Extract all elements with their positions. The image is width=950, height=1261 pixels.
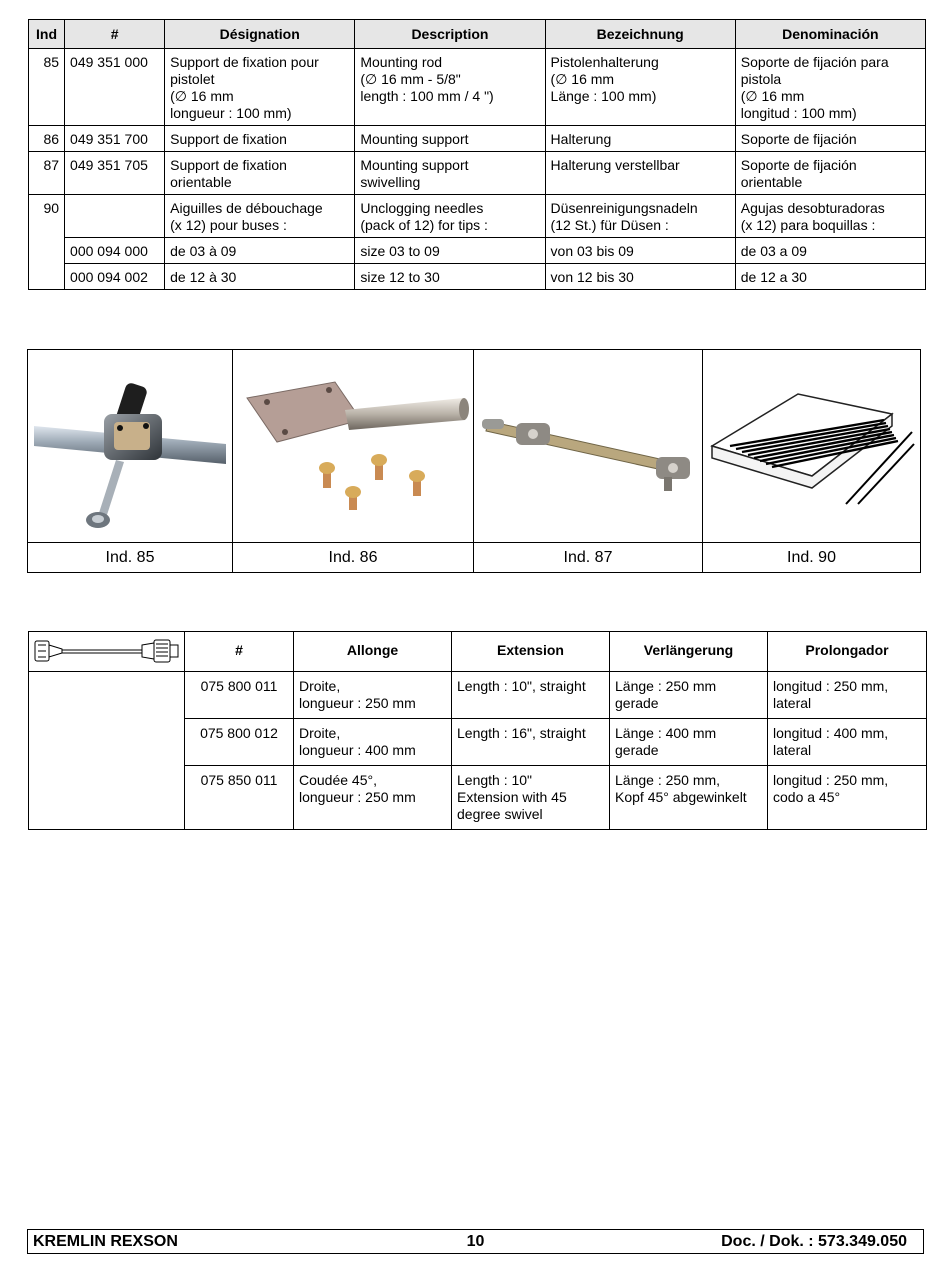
row-en: size 12 to 30 [355, 264, 545, 290]
col-header-prolongador: Prolongador [768, 632, 927, 672]
row-es: Agujas desobturadoras (x 12) para boquillas : [735, 195, 925, 238]
table-row [29, 672, 927, 719]
row-es: Soporte de fijación para pistola (∅ 16 mm longitud : 100 mm) [735, 49, 925, 126]
extension-table [28, 631, 927, 830]
mounting-support-image [237, 376, 469, 516]
row-ref: 049 351 705 [65, 152, 165, 195]
col-header-bezeichnung: Bezeichnung [545, 20, 735, 49]
row-en: Length : 16", straight [452, 719, 610, 766]
row-es: longitud : 250 mm, lateral [768, 672, 927, 719]
row-en: Mounting rod (∅ 16 mm - 5/8" length : 100 mm / 4 ") [355, 49, 545, 126]
unclogging-needles-image [706, 386, 918, 506]
row-de: Länge : 250 mm gerade [610, 672, 768, 719]
row-es: de 03 a 09 [735, 238, 925, 264]
row-ind: 86 [29, 126, 65, 152]
footer-doc-number: Doc. / Dok. : 573.349.050 [721, 1233, 907, 1250]
mounting-rod-image [30, 356, 230, 536]
row-ref: 000 094 000 [65, 238, 165, 264]
col-header-allonge: Allonge [294, 632, 452, 672]
row-ind: 87 [29, 152, 65, 195]
row-fr: Aiguilles de débouchage (x 12) pour buses : [165, 195, 355, 238]
table-row [29, 126, 926, 152]
col-header-extension: Extension [452, 632, 610, 672]
photo-row [28, 350, 921, 543]
row-es: longitud : 400 mm, lateral [768, 719, 927, 766]
parts-table [28, 19, 926, 290]
col-header-ref: # [185, 632, 294, 672]
col-header-verlaengerung: Verlängerung [610, 632, 768, 672]
caption-row [28, 543, 921, 573]
extension-illustration-cell [29, 632, 185, 672]
row-de: Halterung verstellbar [545, 152, 735, 195]
table-row [29, 195, 926, 238]
col-header-ind: Ind [29, 20, 65, 49]
row-de: Länge : 400 mm gerade [610, 719, 768, 766]
col-header-ref: # [65, 20, 165, 49]
row-ref: 000 094 002 [65, 264, 165, 290]
photo-caption: Ind. 85 [28, 543, 233, 573]
row-en: Mounting support swivelling [355, 152, 545, 195]
row-de: Halterung [545, 126, 735, 152]
row-fr: de 12 à 30 [165, 264, 355, 290]
page-footer [27, 1229, 924, 1254]
row-fr: Coudée 45°, longueur : 250 mm [294, 766, 452, 830]
row-fr: Support de fixation pour pistolet (∅ 16 mm longueur : 100 mm) [165, 49, 355, 126]
row-ref: 075 800 011 [185, 672, 294, 719]
row-fr: de 03 à 09 [165, 238, 355, 264]
photo-cell-85 [28, 350, 233, 543]
row-fr: Support de fixation orientable [165, 152, 355, 195]
photo-cell-86 [233, 350, 474, 543]
row-es: longitud : 250 mm, codo a 45° [768, 766, 927, 830]
row-ref: 075 850 011 [185, 766, 294, 830]
row-ind: 90 [29, 195, 65, 290]
row-es: Soporte de fijación [735, 126, 925, 152]
parts-header-row [29, 20, 926, 49]
table-row [29, 49, 926, 126]
row-de: Länge : 250 mm, Kopf 45° abgewinkelt [610, 766, 768, 830]
photo-cell-90 [703, 350, 921, 543]
photo-cell-87 [474, 350, 703, 543]
mounting-support-swivelling-image [478, 391, 698, 501]
row-en: Mounting support [355, 126, 545, 152]
row-en: Length : 10", straight [452, 672, 610, 719]
col-header-denominacion: Denominación [735, 20, 925, 49]
photo-table [27, 349, 921, 573]
row-fr: Droite, longueur : 400 mm [294, 719, 452, 766]
footer-brand: KREMLIN REXSON [33, 1233, 178, 1250]
photo-caption: Ind. 86 [233, 543, 474, 573]
row-fr: Support de fixation [165, 126, 355, 152]
row-de: von 03 bis 09 [545, 238, 735, 264]
row-fr: Droite, longueur : 250 mm [294, 672, 452, 719]
photo-caption: Ind. 90 [703, 543, 921, 573]
row-ref: 075 800 012 [185, 719, 294, 766]
row-de: Pistolenhalterung (∅ 16 mm Länge : 100 mm) [545, 49, 735, 126]
extension-blank-cell [29, 672, 185, 830]
table-row [29, 264, 926, 290]
row-ref: 049 351 000 [65, 49, 165, 126]
col-header-designation: Désignation [165, 20, 355, 49]
footer-page-number: 10 [466, 1233, 485, 1250]
row-en: size 03 to 09 [355, 238, 545, 264]
table-row [29, 152, 926, 195]
col-header-description: Description [355, 20, 545, 49]
extension-header-row [29, 632, 927, 672]
row-en: Length : 10" Extension with 45 degree swivel [452, 766, 610, 830]
photo-caption: Ind. 87 [474, 543, 703, 573]
row-ref [65, 195, 165, 238]
row-ref: 049 351 700 [65, 126, 165, 152]
table-row [29, 238, 926, 264]
row-de: von 12 bis 30 [545, 264, 735, 290]
row-ind: 85 [29, 49, 65, 126]
row-en: Unclogging needles (pack of 12) for tips : [355, 195, 545, 238]
row-es: de 12 a 30 [735, 264, 925, 290]
row-es: Soporte de fijación orientable [735, 152, 925, 195]
extension-hose-icon [32, 635, 182, 667]
row-de: Düsenreinigungsnadeln (12 St.) für Düsen : [545, 195, 735, 238]
